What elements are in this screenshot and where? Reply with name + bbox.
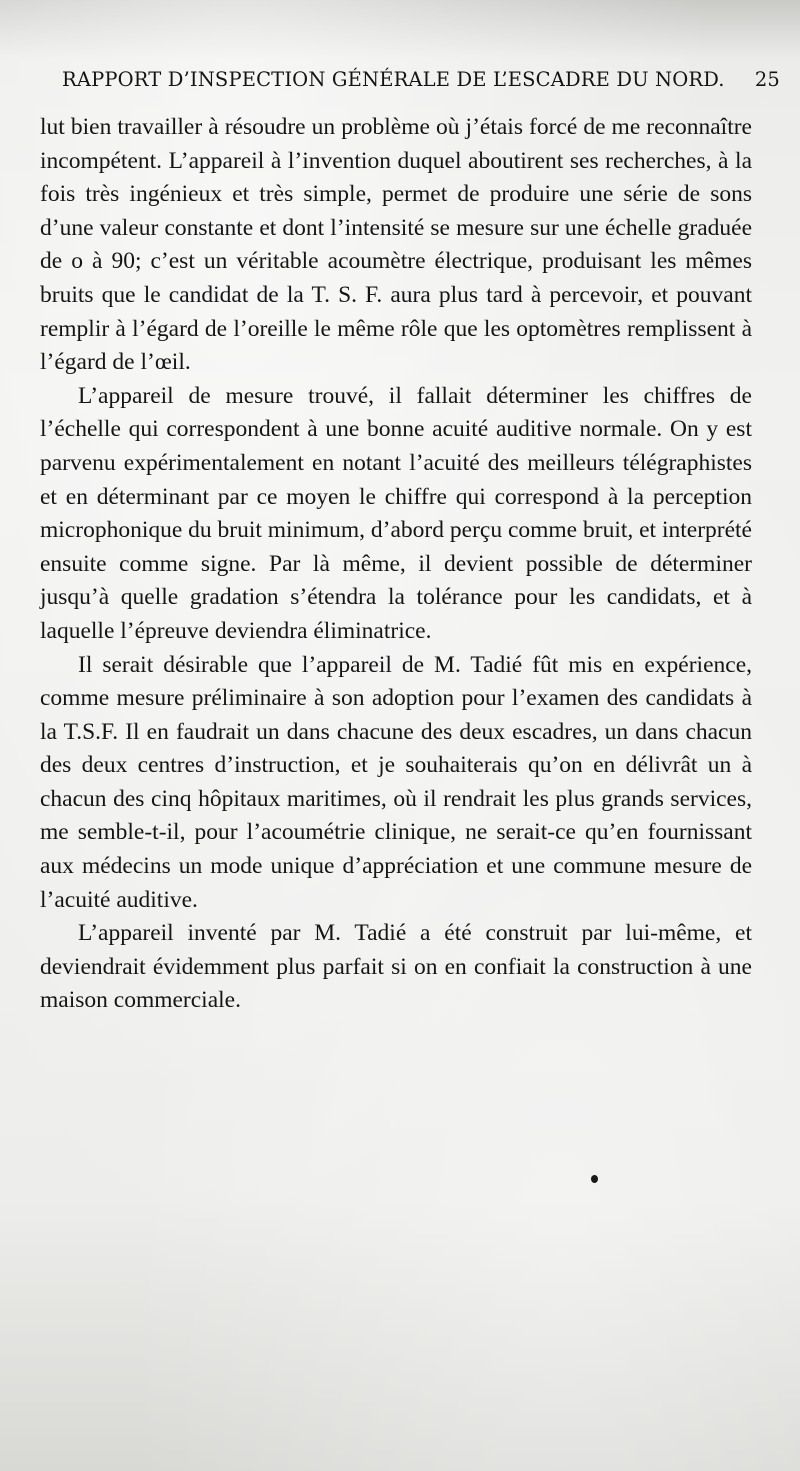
paragraph-measurement: L’appareil de mesure trouvé, il fallait déterminer les chiffres de l’échelle qui correspondent à une bonne acuité auditive normale. On y est parvenu expérimentalement en notant l’acuité des meilleurs télégraphistes et en déterminant par ce moyen le chiffre qui correspond à la perception microphonique du bruit minimum, d’abord perçu comme bruit, et interprété ensuite comme signe. Par là même, il devient possible de déterminer jusqu’à quelle gradation s’étendra la tolérance pour les candidats, et à laquelle l’épreuve deviendra éliminatrice.: [40, 382, 752, 644]
running-title: RAPPORT D’INSPECTION GÉNÉRALE DE L’ESCADRE DU NORD.: [62, 68, 725, 91]
paragraph-continuation: lut bien travailler à résoudre un problème où j’étais forcé de me reconnaître incompétent. L’appareil à l’invention duquel aboutirent ses recherches, à la fois très ingénieux et très simple, permet de produire une série de sons d’une valeur constante et dont l’intensité se mesure sur une échelle graduée de o à 90; c’est un véritable acoumètre électrique, produisant les mêmes bruits que le candidat de la T. S. F. aura plus tard à percevoir, et pouvant remplir à l’égard de l’oreille le même rôle que les optomètres remplissent à l’égard de l’œil.: [40, 114, 752, 376]
ink-speck: [591, 1175, 598, 1183]
running-header: [62, 68, 780, 91]
paragraph-recommendation: Il serait désirable que l’appareil de M. Tadié fût mis en expérience, comme mesure préliminaire à son adoption pour l’examen des candidats à la T.S.F. Il en faudrait un dans chacune des deux escadres, un dans chacun des deux centres d’instruction, et je souhaiterais qu’on en délivrât un à chacun des cinq hôpitaux maritimes, où il rendrait les plus grands services, me semble-t-il, pour l’acoumétrie clinique, ne serait-ce qu’en fournissant aux médecins un mode unique d’appréciation et une commune mesure de l’acuité auditive.: [40, 651, 752, 913]
body-text: [40, 111, 752, 1018]
paragraph-construction: L’appareil inventé par M. Tadié a été construit par lui-même, et deviendrait évidemment plus parfait si on en confiait la construction à une maison commerciale.: [40, 920, 752, 1014]
page-number: 25: [754, 68, 780, 91]
